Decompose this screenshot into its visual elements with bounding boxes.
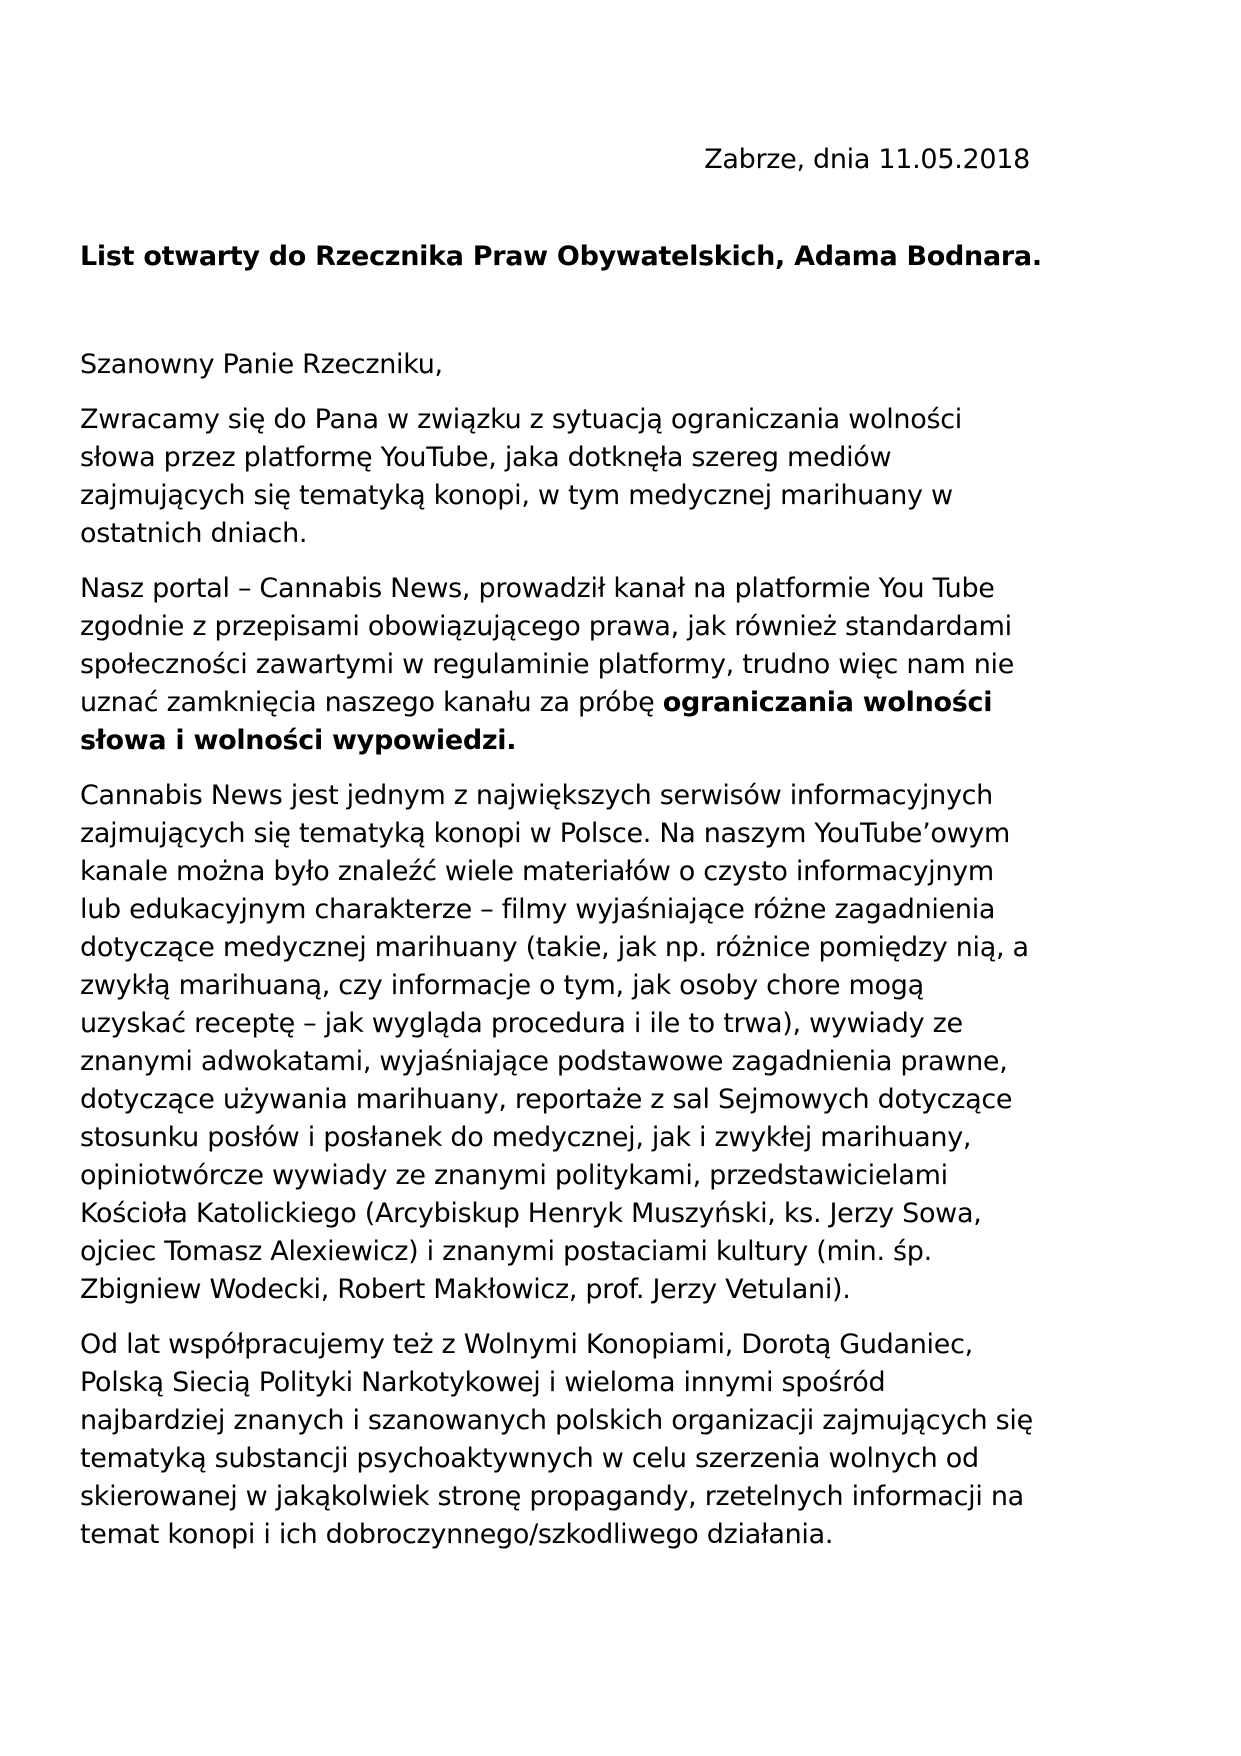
- text-run: zwykłą marihuaną, czy informacje o tym, jak osoby chore mogą: [80, 970, 924, 1001]
- text-line: [80, 1081, 1030, 1119]
- text-run: dotyczące medycznej marihuany (takie, jak np. różnice pomiędzy nią, a: [80, 932, 1029, 963]
- text-line: [80, 1005, 1030, 1043]
- text-line: [80, 1402, 1033, 1440]
- text-run: Kościoła Katolickiego (Arcybiskup Henryk Muszyński, ks. Jerzy Sowa,: [80, 1198, 982, 1229]
- letter-content: [80, 141, 1042, 1554]
- text-line: [80, 1043, 1030, 1081]
- date-line: Zabrze, dnia 11.05.2018: [704, 144, 1030, 175]
- text-line: [80, 1119, 1030, 1157]
- text-run: Zwracamy się do Pana w związku z sytuacją ograniczania wolności: [80, 404, 962, 435]
- text-run: społeczności zawartymi w regulaminie platformy, trudno więc nam nie: [80, 649, 1015, 680]
- text-run: słowa przez platformę YouTube, jaka dotknęła szereg mediów: [80, 442, 892, 473]
- text-run: kanale można było znaleźć wiele materiałów o czysto informacyjnym: [80, 856, 994, 887]
- text-run: skierowanej w jakąkolwiek stronę propagandy, rzetelnych informacji na: [80, 1481, 1024, 1512]
- text-line: [80, 684, 1030, 722]
- bold-text-run: ograniczania wolności: [662, 687, 993, 718]
- text-run: zajmujących się tematyką konopi, w tym medycznej marihuany w: [80, 480, 953, 511]
- text-run: ostatnich dniach.: [80, 518, 308, 549]
- text-line: [80, 439, 1030, 477]
- text-line: [80, 967, 1030, 1005]
- paragraph: [80, 777, 1030, 1309]
- text-line: [80, 853, 1030, 891]
- text-line: [80, 1271, 1030, 1309]
- text-line: [80, 515, 1030, 553]
- text-line: [80, 646, 1030, 684]
- text-line: [80, 929, 1030, 967]
- bold-text-run: słowa i wolności wypowiedzi.: [80, 725, 517, 756]
- text-run: temat konopi i ich dobroczynnego/szkodliwego działania.: [80, 1519, 834, 1550]
- text-line: [80, 1440, 1030, 1478]
- text-run: stosunku posłów i posłanek do medycznej, jak i zwykłej marihuany,: [80, 1122, 972, 1153]
- letter-title: List otwarty do Rzecznika Praw Obywatelskich, Adama Bodnara.: [80, 241, 1042, 272]
- paragraph: [80, 570, 1030, 760]
- paragraph: [80, 401, 1030, 553]
- text-run: Nasz portal – Cannabis News, prowadził kanał na platformie You Tube: [80, 573, 995, 604]
- text-run: znanymi adwokatami, wyjaśniające podstawowe zagadnienia prawne,: [80, 1046, 1008, 1077]
- text-line: [80, 1157, 1030, 1195]
- text-run: Cannabis News jest jednym z największych serwisów informacyjnych: [80, 780, 993, 811]
- paragraph: [80, 1326, 1033, 1554]
- text-run: opiniotwórcze wywiady ze znanymi politykami, przedstawicielami: [80, 1160, 948, 1191]
- text-line: [80, 477, 1030, 515]
- text-run: najbardziej znanych i szanowanych polskich organizacji zajmujących się: [80, 1405, 1033, 1436]
- text-line: [80, 1364, 1030, 1402]
- text-line: [80, 1516, 1030, 1554]
- text-run: lub edukacyjnym charakterze – filmy wyjaśniające różne zagadnienia: [80, 894, 996, 925]
- text-line: [80, 1478, 1030, 1516]
- text-run: uznać zamknięcia naszego kanału za próbę: [80, 687, 663, 718]
- text-line: [80, 815, 1030, 853]
- text-line: [80, 1233, 1030, 1271]
- text-line: [80, 722, 1030, 760]
- text-line: [80, 401, 1030, 439]
- text-run: zgodnie z przepisami obowiązującego prawa, jak również standardami: [80, 611, 1012, 642]
- text-run: Zbigniew Wodecki, Robert Makłowicz, prof. Jerzy Vetulani).: [80, 1274, 851, 1305]
- text-run: uzyskać receptę – jak wygląda procedura i ile to trwa), wywiady ze: [80, 1008, 963, 1039]
- text-line: [80, 891, 1030, 929]
- text-run: dotyczące używania marihuany, reportaże z sal Sejmowych dotyczące: [80, 1084, 1013, 1115]
- text-run: Od lat współpracujemy też z Wolnymi Konopiami, Dorotą Gudaniec,: [80, 1329, 973, 1360]
- text-line: [80, 1195, 1030, 1233]
- text-run: Polską Siecią Polityki Narkotykowej i wieloma innymi spośród: [80, 1367, 886, 1398]
- salutation: Szanowny Panie Rzeczniku,: [80, 349, 443, 380]
- text-line: [80, 1326, 1030, 1364]
- letter-body: [80, 401, 1033, 1554]
- text-run: tematyką substancji psychoaktywnych w celu szerzenia wolnych od: [80, 1443, 979, 1474]
- text-line: [80, 777, 1030, 815]
- text-run: zajmujących się tematyką konopi w Polsce. Na naszym YouTube’owym: [80, 818, 1011, 849]
- text-line: [80, 570, 1030, 608]
- text-line: [80, 608, 1030, 646]
- text-run: ojciec Tomasz Alexiewicz) i znanymi postaciami kultury (min. śp.: [80, 1236, 932, 1267]
